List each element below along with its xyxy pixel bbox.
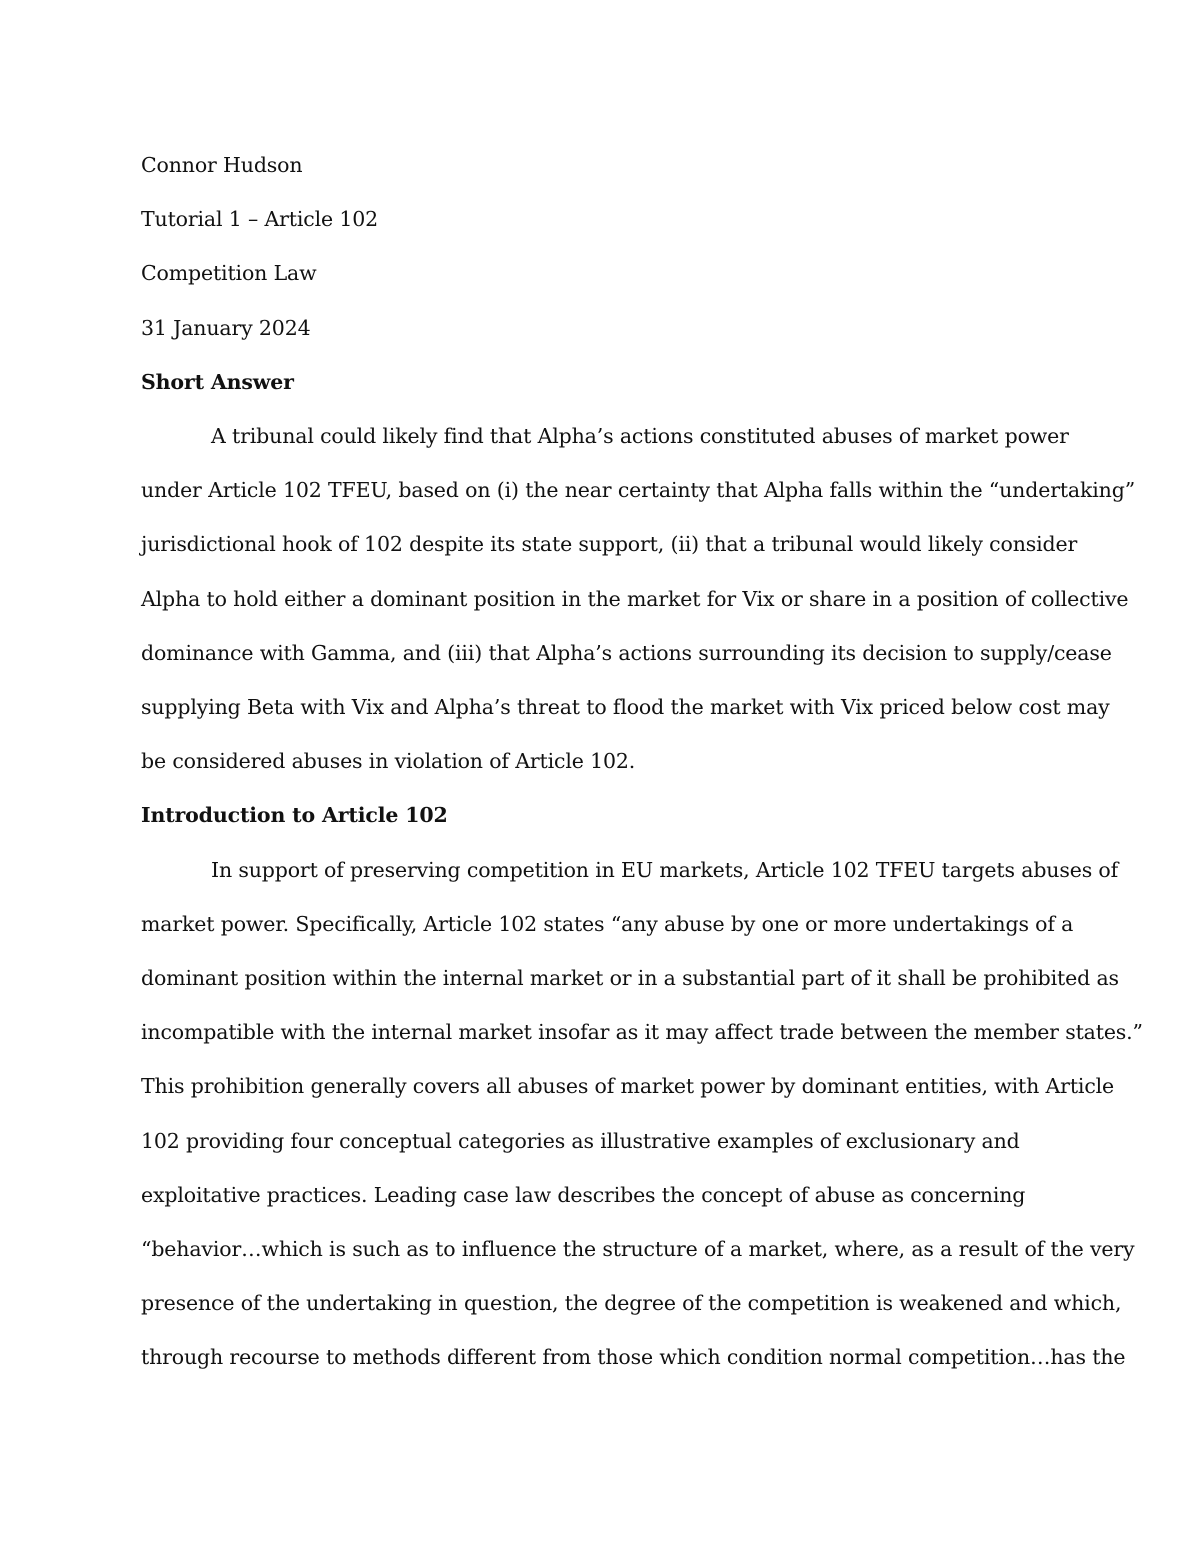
paragraph-line: incompatible with the internal market insofar as it may affect trade between the member states.” (141, 1020, 1143, 1045)
paragraph-line: exploitative practices. Leading case law describes the concept of abuse as concerning (141, 1182, 1026, 1207)
paragraph-line: through recourse to methods different from those which condition normal competition…has the (141, 1345, 1126, 1370)
paragraph-line: jurisdictional hook of 102 despite its state support, (ii) that a tribunal would likely consider (141, 532, 1078, 557)
section-heading-short-answer: Short Answer (141, 369, 294, 394)
paragraph-short-answer (141, 409, 1136, 788)
paragraph-line: presence of the undertaking in question, the degree of the competition is weakened and which, (141, 1291, 1122, 1316)
paragraph-line: In support of preserving competition in EU markets, Article 102 TFEU targets abuses of (211, 857, 1119, 882)
paragraph-line: dominance with Gamma, and (iii) that Alpha’s actions surrounding its decision to supply/cease (141, 640, 1112, 665)
document-body (141, 138, 1143, 1385)
tutorial-title: Tutorial 1 – Article 102 (141, 207, 379, 232)
paragraph-line: market power. Specifically, Article 102 states “any abuse by one or more undertakings of a (141, 911, 1074, 936)
paragraph-line: be considered abuses in violation of Article 102. (141, 749, 636, 774)
document-date: 31 January 2024 (141, 315, 311, 340)
paragraph-line: under Article 102 TFEU, based on (i) the near certainty that Alpha falls within the “undertaking” (141, 478, 1136, 503)
paragraph-line: 102 providing four conceptual categories as illustrative examples of exclusionary and (141, 1128, 1020, 1153)
paragraph-line: “behavior…which is such as to influence the structure of a market, where, as a result of the very (141, 1237, 1135, 1262)
course-name: Competition Law (141, 261, 317, 286)
paragraph-line: Alpha to hold either a dominant position in the market for Vix or share in a position of collective (141, 586, 1129, 611)
paragraph-line: A tribunal could likely find that Alpha’s actions constituted abuses of market power (211, 424, 1069, 449)
author-name: Connor Hudson (141, 153, 303, 177)
paragraph-introduction (141, 843, 1143, 1385)
section-heading-introduction: Introduction to Article 102 (141, 803, 448, 828)
paragraph-line: dominant position within the internal market or in a substantial part of it shall be prohibited as (141, 966, 1119, 991)
paragraph-line: supplying Beta with Vix and Alpha’s threat to flood the market with Vix priced below cost may (141, 695, 1110, 720)
paragraph-line: This prohibition generally covers all abuses of market power by dominant entities, with Article (141, 1074, 1115, 1099)
